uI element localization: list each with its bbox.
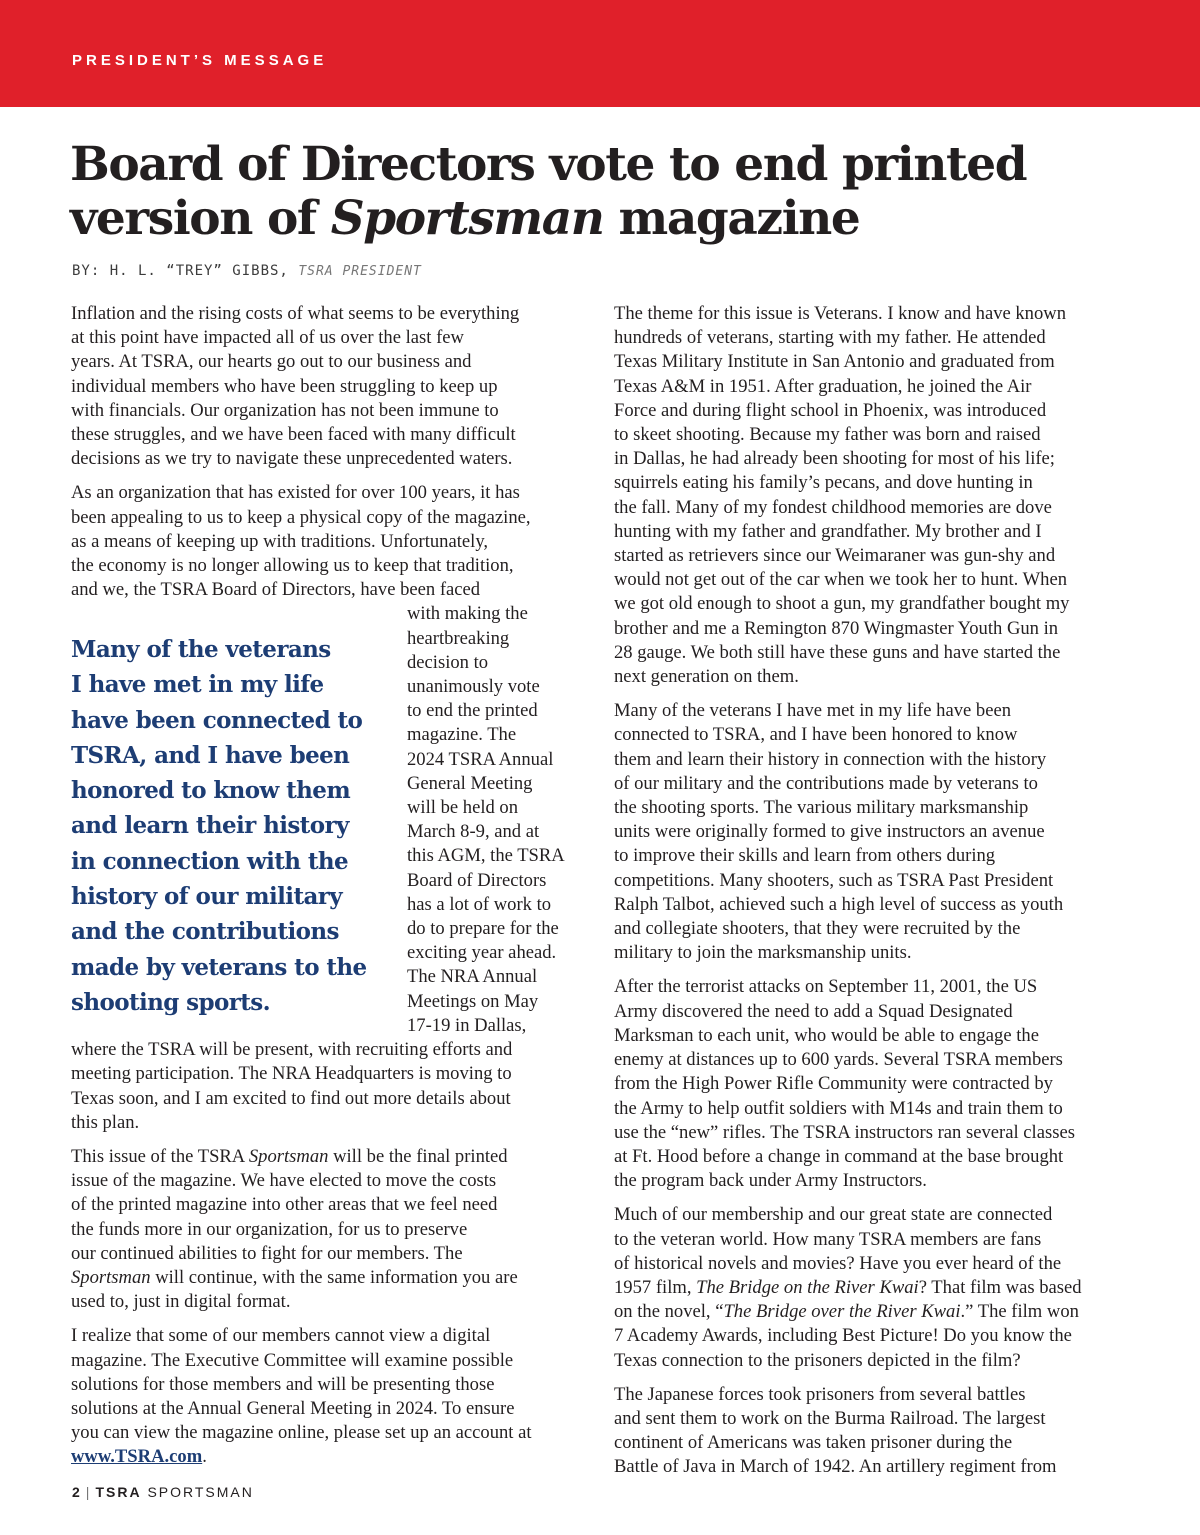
text-line: TSRA, and I have been <box>71 741 350 769</box>
text-line: 2024 TSRA Annual <box>407 748 554 770</box>
p4-link-line <box>71 1445 591 1469</box>
text-line: in Dallas, he had already been shooting for most of his life; <box>614 448 1055 470</box>
text-line: units were originally formed to give instructors an avenue <box>614 821 1045 843</box>
text-line: Inflation and the rising costs of what seems to be everything <box>71 303 520 324</box>
section-banner <box>0 0 1200 107</box>
text-line: individual members who have been struggling to keep up <box>71 375 498 397</box>
text-line: from the High Power Rifle Community were contracted by <box>614 1073 1053 1095</box>
r4-line-5-post: .” The film won <box>960 1301 1079 1323</box>
text-line: the economy is no longer allowing us to keep that tradition, <box>71 555 514 577</box>
p3-magazine-name: Sportsman <box>248 1145 329 1167</box>
text-line: connected to TSRA, and I have been honored to know <box>614 724 1018 746</box>
text-line: of our military and the contributions made by veterans to <box>614 772 1038 794</box>
r4-line-4 <box>614 1276 1134 1300</box>
text-line: do to prepare for the <box>407 918 559 940</box>
text-line: has a lot of work to <box>407 893 552 915</box>
text-line: where the TSRA will be present, with recruiting efforts and <box>71 1039 513 1061</box>
text-line: 28 gauge. We both still have these guns and have started the <box>614 641 1061 663</box>
left-column <box>71 302 591 1480</box>
r4-line-2: to the veteran world. How many TSRA members are fans <box>614 1228 1042 1250</box>
text-line: them and learn their history in connection with the history <box>614 748 1047 770</box>
text-line: As an organization that has existed for over 100 years, it has <box>71 482 520 504</box>
text-line: the program back under Army Instructors. <box>614 1170 927 1192</box>
left-paragraph-1 <box>71 302 591 471</box>
text-line: solutions at the Annual General Meeting in 2024. To ensure <box>71 1397 515 1419</box>
text-line: squirrels eating his family’s pecans, and dove hunting in <box>614 472 1033 494</box>
byline <box>72 263 422 279</box>
text-line: with making the <box>407 603 528 625</box>
text-line: have been connected to <box>71 706 363 734</box>
text-line: will be held on <box>407 797 519 819</box>
text-line: Ralph Talbot, achieved such a high level of success as youth <box>614 893 1064 915</box>
text-line: I have met in my life <box>71 671 324 699</box>
right-paragraph-1 <box>614 302 1134 689</box>
text-line: enemy at distances up to 600 yards. Several TSRA members <box>614 1049 1063 1071</box>
text-line: this plan. <box>71 1111 140 1133</box>
text-line: solutions for those members and will be presenting those <box>71 1373 495 1395</box>
r4-line-3: of historical novels and movies? Have you ever heard of the <box>614 1252 1062 1274</box>
p3-line-6 <box>71 1266 591 1290</box>
tsra-website-link[interactable]: www.TSRA.com <box>71 1446 203 1468</box>
text-line: years. At TSRA, our hearts go out to our business and <box>71 351 472 373</box>
r4-line-7: Texas connection to the prisoners depicted in the film? <box>614 1349 1021 1371</box>
text-line: After the terrorist attacks on September 11, 2001, the US <box>614 976 1038 998</box>
text-line: hunting with my father and grandfather. My brother and I <box>614 520 1042 542</box>
r4-line-4-pre: 1957 film, <box>614 1276 697 1298</box>
text-line: Texas A&M in 1951. After graduation, he joined the Air <box>614 375 1032 397</box>
headline-line-2-post: magazine <box>603 191 860 246</box>
text-line: Texas Military Institute in San Antonio and graduated from <box>614 351 1055 373</box>
p3-magazine-name-2: Sportsman <box>71 1266 151 1288</box>
headline-line-1: Board of Directors vote to end printed <box>70 137 1027 192</box>
footer-separator: | <box>85 1484 92 1500</box>
right-column <box>614 302 1134 1490</box>
r4-line-6: 7 Academy Awards, including Best Picture! Do you know the <box>614 1325 1072 1347</box>
text-line: magazine. The Executive Committee will examine possible <box>71 1349 514 1371</box>
article-headline <box>70 138 1150 246</box>
text-line: Texas soon, and I am excited to find out more details about <box>71 1087 511 1109</box>
text-line: these struggles, and we have been faced with many difficult <box>71 424 516 446</box>
headline-magazine-name: Sportsman <box>330 191 604 246</box>
page-number: 2 <box>72 1484 82 1500</box>
p3-line-3: of the printed magazine into other areas that we feel need <box>71 1194 498 1216</box>
r4-line-5 <box>614 1300 1134 1324</box>
text-line: at this point have impacted all of us over the last few <box>71 327 464 349</box>
left-paragraph-2-full <box>71 481 591 602</box>
text-line: the fall. Many of my fondest childhood memories are dove <box>614 496 1052 518</box>
right-paragraph-3 <box>614 975 1134 1193</box>
text-line: magazine. The <box>407 724 517 746</box>
text-line: the Army to help outfit soldiers with M14s and train them to <box>614 1097 1063 1119</box>
text-line: Board of Directors <box>407 869 547 891</box>
footer-brand: TSRA <box>95 1484 142 1500</box>
right-paragraph-5 <box>614 1383 1134 1480</box>
text-line: hundreds of veterans, starting with my father. He attended <box>614 327 1046 349</box>
text-line: 17-19 in Dallas, <box>407 1014 527 1036</box>
footer-publication: SPORTSMAN <box>147 1484 254 1500</box>
p3-line-1 <box>71 1145 591 1169</box>
text-line: to end the printed <box>407 700 538 722</box>
p3-line-1-pre: This issue of the TSRA <box>71 1145 249 1167</box>
text-line: to improve their skills and learn from others during <box>614 845 996 867</box>
right-paragraph-4 <box>614 1203 1134 1372</box>
text-line: would not get out of the car when we took her to hunt. When <box>614 569 1068 591</box>
headline-line-2 <box>70 192 1150 246</box>
text-line: and the contributions <box>71 918 339 946</box>
novel-title: The Bridge over the River Kwai <box>723 1301 961 1323</box>
text-line: Many of the veterans I have met in my life have been <box>614 700 1012 722</box>
text-line: started as retrievers since our Weimaraner was gun-shy and <box>614 545 1056 567</box>
text-line: The NRA Annual <box>407 966 538 988</box>
left-paragraph-3 <box>71 1145 591 1314</box>
byline-author: BY: H. L. “TREY” GIBBS, <box>72 263 289 279</box>
section-label: PRESIDENT’S MESSAGE <box>72 52 328 69</box>
text-line: history of our military <box>71 883 343 911</box>
r4-line-5-pre: on the novel, “ <box>614 1301 724 1323</box>
text-line: and we, the TSRA Board of Directors, have been faced <box>71 579 481 601</box>
text-line: March 8-9, and at <box>407 821 540 843</box>
p3-line-7: used to, just in digital format. <box>71 1291 291 1313</box>
text-line: meeting participation. The NRA Headquarters is moving to <box>71 1063 512 1085</box>
text-line: shooting sports. <box>71 988 270 1016</box>
text-line: with financials. Our organization has not been immune to <box>71 399 499 421</box>
left-paragraph-2-tail <box>71 1038 591 1135</box>
text-line: The theme for this issue is Veterans. I know and have known <box>614 303 1067 324</box>
text-line: brother and me a Remington 870 Wingmaster Youth Gun in <box>614 617 1059 639</box>
text-line: honored to know them <box>71 777 351 805</box>
p3-line-6-post: will continue, with the same information you are <box>150 1266 518 1288</box>
text-line: and sent them to work on the Burma Railroad. The largest <box>614 1407 1046 1429</box>
left-paragraph-4 <box>71 1324 591 1469</box>
pull-quote <box>71 632 391 1020</box>
film-title: The Bridge on the River Kwai <box>696 1276 919 1298</box>
text-line: next generation on them. <box>614 666 799 688</box>
text-line: unanimously vote <box>407 676 540 698</box>
p4-lines <box>71 1324 591 1445</box>
text-line: been appealing to us to keep a physical copy of the magazine, <box>71 506 531 528</box>
text-line: Force and during flight school in Phoenix, was introduced <box>614 399 1047 421</box>
p3-line-2: issue of the magazine. We have elected to move the costs <box>71 1170 497 1192</box>
text-line: The Japanese forces took prisoners from several battles <box>614 1383 1026 1405</box>
text-line: made by veterans to the <box>71 953 367 981</box>
headline-line-2-pre: version of <box>70 191 331 246</box>
text-line: military to join the marksmanship units. <box>614 942 912 964</box>
text-line: General Meeting <box>407 772 533 794</box>
text-line: to skeet shooting. Because my father was born and raised <box>614 424 1041 446</box>
text-line: decision to <box>407 651 489 673</box>
text-line: at Ft. Hood before a change in command at the base brought <box>614 1145 1064 1167</box>
text-line: competitions. Many shooters, such as TSRA Past President <box>614 869 1054 891</box>
text-line: Many of the veterans <box>71 636 331 663</box>
text-line: and collegiate shooters, that they were recruited by the <box>614 918 1021 940</box>
text-line: the shooting sports. The various military marksmanship <box>614 797 1029 819</box>
right-paragraph-2 <box>614 699 1134 965</box>
p3-line-4: the funds more in our organization, for us to preserve <box>71 1218 468 1240</box>
text-line: use the “new” rifles. The TSRA instructors ran several classes <box>614 1121 1075 1143</box>
text-line: Battle of Java in March of 1942. An artillery regiment from <box>614 1456 1057 1478</box>
text-line: and learn their history <box>71 812 349 840</box>
p3-line-1-post: will be the final printed <box>328 1145 508 1167</box>
text-line: we got old enough to shoot a gun, my grandfather bought my <box>614 593 1070 615</box>
text-line: decisions as we try to navigate these unprecedented waters. <box>71 448 513 470</box>
text-line: I realize that some of our members cannot view a digital <box>71 1325 491 1347</box>
r4-line-4-post: ? That film was based <box>918 1276 1082 1298</box>
text-line: Army discovered the need to add a Squad Designated <box>614 1000 1013 1022</box>
text-line: Marksman to each unit, who would be able to engage the <box>614 1024 1039 1046</box>
page-footer <box>72 1484 254 1500</box>
text-line: Meetings on May <box>407 990 539 1012</box>
text-line: this AGM, the TSRA <box>407 845 565 867</box>
text-line: heartbreaking <box>407 627 510 649</box>
text-line: exciting year ahead. <box>407 942 557 964</box>
p3-line-5: our continued abilities to fight for our members. The <box>71 1242 463 1264</box>
text-line: in connection with the <box>71 847 348 875</box>
byline-role: TSRA PRESIDENT <box>298 264 422 279</box>
r4-line-1: Much of our membership and our great state are connected <box>614 1204 1053 1226</box>
text-line: as a means of keeping up with traditions. Unfortunately, <box>71 530 489 552</box>
text-line: continent of Americans was taken prisoner during the <box>614 1432 1013 1454</box>
text-line: you can view the magazine online, please set up an account at <box>71 1422 532 1444</box>
p4-link-period: . <box>202 1446 207 1468</box>
